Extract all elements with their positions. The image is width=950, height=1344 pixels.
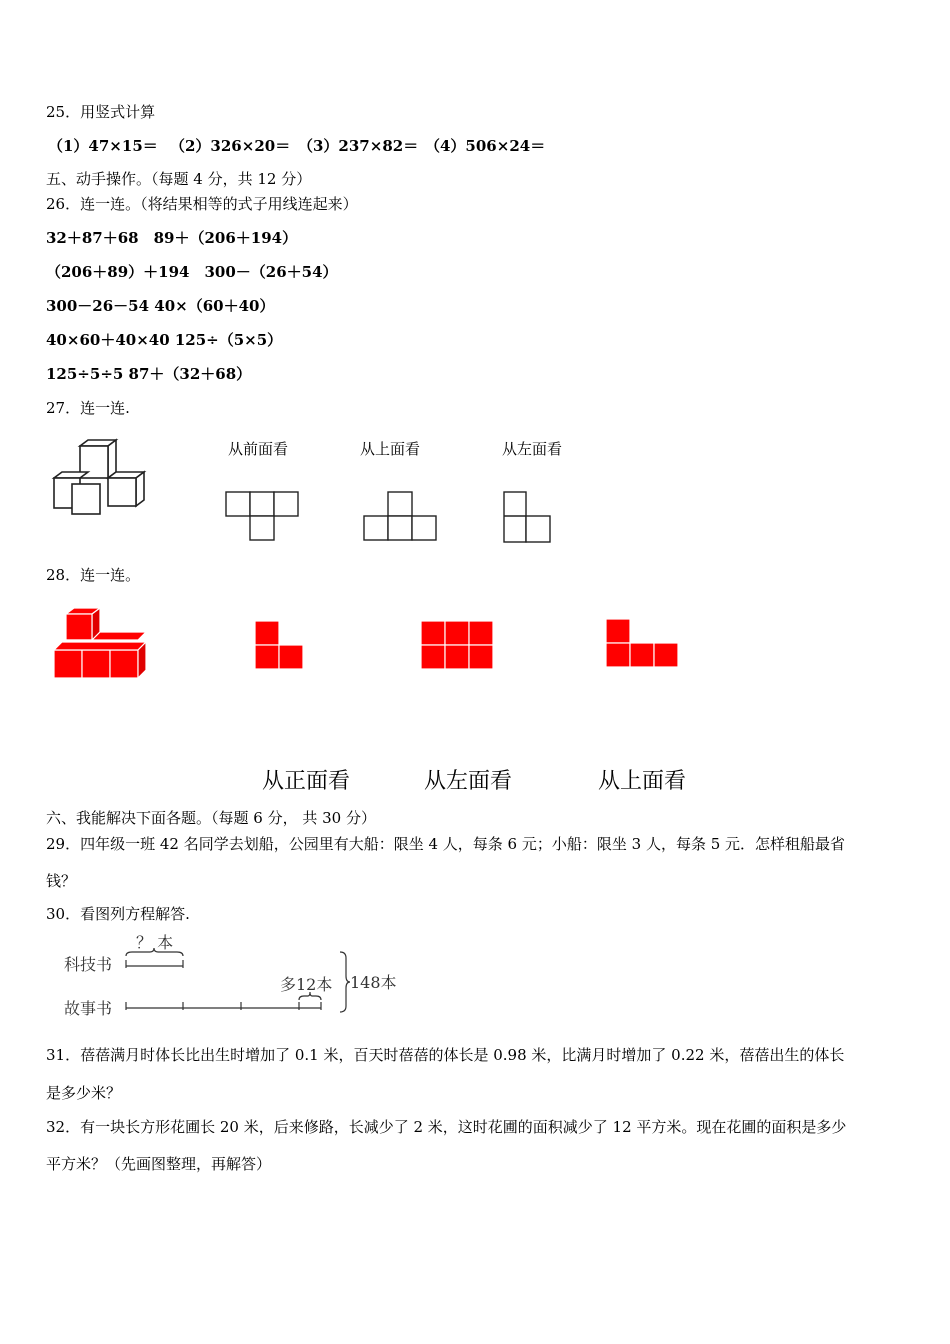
q26-row-5: 125÷5÷5 87＋（32＋68） (46, 365, 252, 383)
q25-title: 25．用竖式计算 (46, 103, 156, 121)
q32-line-2: 平方米？（先画图整理，再解答） (46, 1155, 272, 1173)
q27-view-top (362, 490, 442, 544)
q27-label-top: 从上面看 (360, 440, 421, 458)
q28-label-front: 从正面看 (262, 769, 351, 794)
q30-unknown-label: ？ 本 (136, 933, 174, 952)
q25-item-3: （3）237×82＝ (298, 137, 419, 155)
q28-title: 28．连一连。 (46, 566, 141, 584)
q30-row1-label: 科技书 (64, 955, 113, 974)
section6-heading: 六、我能解决下面各题。（每题 6 分， 共 30 分） (46, 809, 376, 827)
q28-label-top: 从上面看 (598, 769, 687, 794)
q27-view-left (502, 490, 558, 546)
q27-cube-stack-figure (48, 436, 148, 520)
q30-more-label: 多12本 (280, 975, 333, 994)
q28-label-left: 从左面看 (424, 769, 513, 794)
q28-view-rectangle (420, 620, 496, 672)
q27-title: 27．连一连. (46, 399, 130, 417)
q30-total-label: 148本 (350, 973, 397, 992)
q27-label-front: 从前面看 (228, 440, 289, 458)
q26-row-2: （206＋89）＋194 300－（26＋54） (46, 263, 338, 281)
q31-line-1: 31．蓓蓓满月时体长比出生时增加了 0.1 米，百天时蓓蓓的体长是 0.98 米，比满月时增加了 0.22 米，蓓蓓出生的体长 (46, 1046, 845, 1064)
q32-line-1: 32．有一块长方形花圃长 20 米，后来修路，长减少了 2 米，这时花圃的面积减少了 12 平方米。现在花圃的面积是多少 (46, 1118, 847, 1136)
q31-line-2: 是多少米？ (46, 1084, 122, 1102)
q30-title: 30．看图列方程解答. (46, 905, 190, 923)
section5-heading: 五、动手操作。（每题 4 分，共 12 分） (46, 170, 312, 188)
q26-row-4: 40×60＋40×40 125÷（5×5） (46, 331, 283, 349)
q26-title: 26．连一连。（将结果相等的式子用线连起来） (46, 195, 358, 213)
q25-item-1: （1）47×15＝ (48, 137, 158, 155)
q27-view-front (224, 490, 304, 544)
q26-row-1: 32＋87＋68 89＋（206＋194） (46, 229, 298, 247)
q29-line-2: 钱？ (46, 872, 77, 890)
q30-line-diagram (56, 928, 416, 1024)
q25-item-4: （4）506×24＝ (425, 137, 546, 155)
q28-view-long-l (605, 618, 681, 670)
q27-label-left: 从左面看 (502, 440, 563, 458)
q28-view-l-shape (254, 620, 306, 672)
q28-red-cube-stack-figure (52, 604, 152, 682)
q26-row-3: 300－26－54 40×（60＋40） (46, 297, 275, 315)
q30-row2-label: 故事书 (64, 999, 113, 1018)
q25-item-2: （2）326×20＝ (170, 137, 291, 155)
q29-line-1: 29．四年级一班 42 名同学去划船，公园里有大船：限坐 4 人，每条 6 元；小船：限坐 3 人，每条 5 元．怎样租船最省 (46, 835, 846, 853)
